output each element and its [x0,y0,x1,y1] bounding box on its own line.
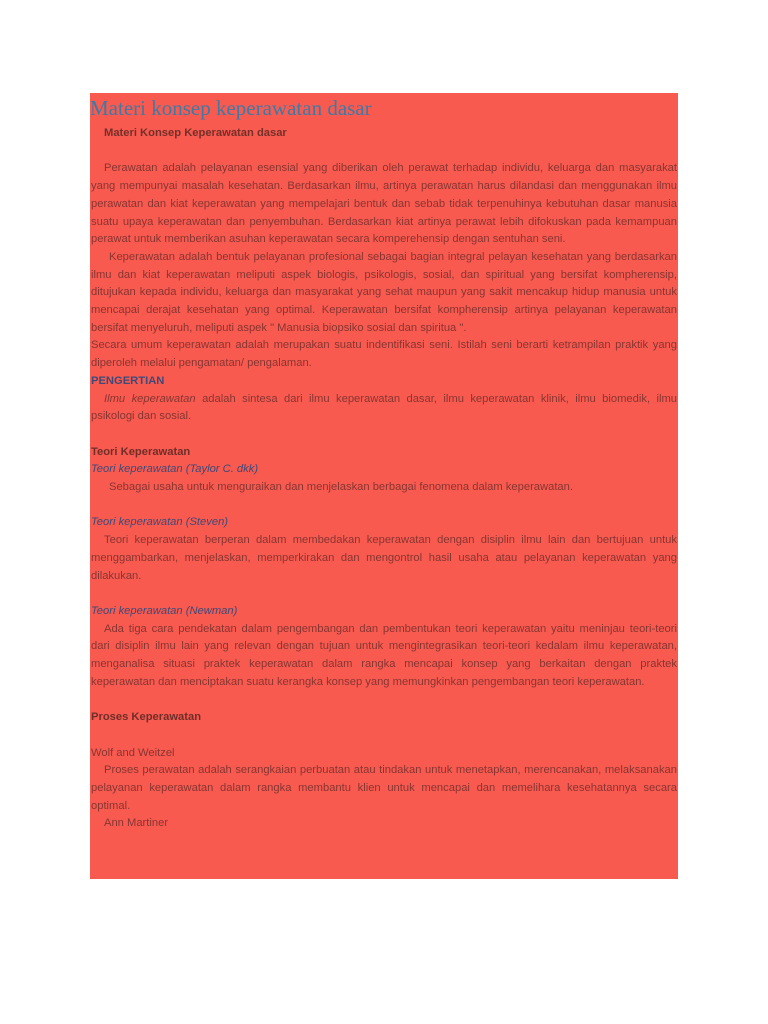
wolf-text: Proses perawatan adalah serangkaian perbuatan atau tindakan untuk menetapkan, merencanakan, melaksanakan pelayanan keperawatan dalam rangka membantu klien untuk mencapai dan memelihara kesehatannya secara optimal. [91,764,677,812]
spacer [91,426,677,444]
pengertian-text: adalah sintesa dari ilmu keperawatan dasar, ilmu keperawatan klinik, ilmu biomedik, ilmu psikologi dan sosial. [91,392,678,423]
paragraph-secara-umum: Secara umum keperawatan adalah merupakan suatu indentifikasi seni. Istilah seni berarti ketrampilan praktik yang diperoleh melalui pengamatan/ pengalaman. [91,339,677,370]
subtitle: Materi Konsep Keperawatan dasar [104,127,287,139]
document-page [90,93,678,879]
spacer [91,585,677,603]
teori-taylor-text: Sebagai usaha untuk menguraikan dan menjelaskan berbagai fenomena dalam keperawatan. [109,481,573,494]
teori-steven-heading: Teori keperawatan (Steven) [91,516,229,529]
pengertian-term: Ilmu keperawatan [104,392,196,405]
ann-heading: Ann Martiner [104,817,169,830]
teori-heading: Teori Keperawatan [91,445,191,458]
spacer [91,497,677,515]
page-title: Materi konsep keperawatan dasar [90,96,372,120]
teori-steven-text: Teori keperawatan berperan dalam membedakan keperawatan dengan disiplin ilmu lain dan bertujuan untuk menggambarkan, menjelaskan, memperkirakan dan mengontrol hasil usaha atau pelayanan keperawatan yang dilakukan. [91,534,677,582]
teori-taylor-heading: Teori keperawatan (Taylor C. dkk) [91,463,259,476]
pengertian-paragraph [91,391,677,426]
teori-newman-text: Ada tiga cara pendekatan dalam pengembangan dan pembentukan teori keperawatan yaitu meninjau teori-teori dari disiplin ilmu lain yang relevan dengan tujuan untuk mengintegrasikan teori-teori kedalam ilmu keperawatan, menganalisa situasi praktek keperawatan dalam rangka mencapai konsep yang berkaitan dengan praktek keperawatan dan menciptakan suatu kerangka konsep yang memungkinkan pengembangan teori keperawatan. [91,622,677,688]
paragraph-keperawatan: Keperawatan adalah bentuk pelayanan profesional sebagai bagian integral pelayan kesehatan yang berdasarkan ilmu dan kiat keperawatan meliputi aspek biologis, psikologis, sosial, dan spiritual yang bersifat kompherensip, ditujukan kepada individu, keluarga dan masyarakat yang sehat maupun yang sakit mencakup hidup manusia untuk mencapai derajat kesehatan yang optimal. Keperawatan bersifat kompherensip artinya pelayanan keperawatan bersifat menyeluruh, meliputi aspek " Manusia biopsiko sosial dan spiritua ". [91,250,677,334]
proses-heading: Proses Keperawatan [91,711,202,724]
wolf-heading: Wolf and Weitzel [91,746,175,759]
teori-newman-heading: Teori keperawatan (Newman) [91,604,238,617]
spacer [91,143,677,161]
pengertian-heading: PENGERTIAN [91,374,165,387]
spacer [91,727,677,745]
paragraph-perawatan: Perawatan adalah pelayanan esensial yang diberikan oleh perawat terhadap individu, keluarga dan masyarakat yang mempunyai masalah kesehatan. Berdasarkan ilmu, artinya perawatan harus dilandasi dan menggunakan ilmu perawatan dan kiat keperawatan yang mempelajari bentuk dan sebab tidak terpenuhinya kebutuhan dasar manusia suatu upaya keperawatan dan penyembuhan. Berdasarkan kiat artinya perawat lebih difokuskan pada kemampuan perawat untuk memberikan asuhan keperawatan secara komperehensip dengan sentuhan seni. [91,162,677,246]
spacer [91,691,677,709]
